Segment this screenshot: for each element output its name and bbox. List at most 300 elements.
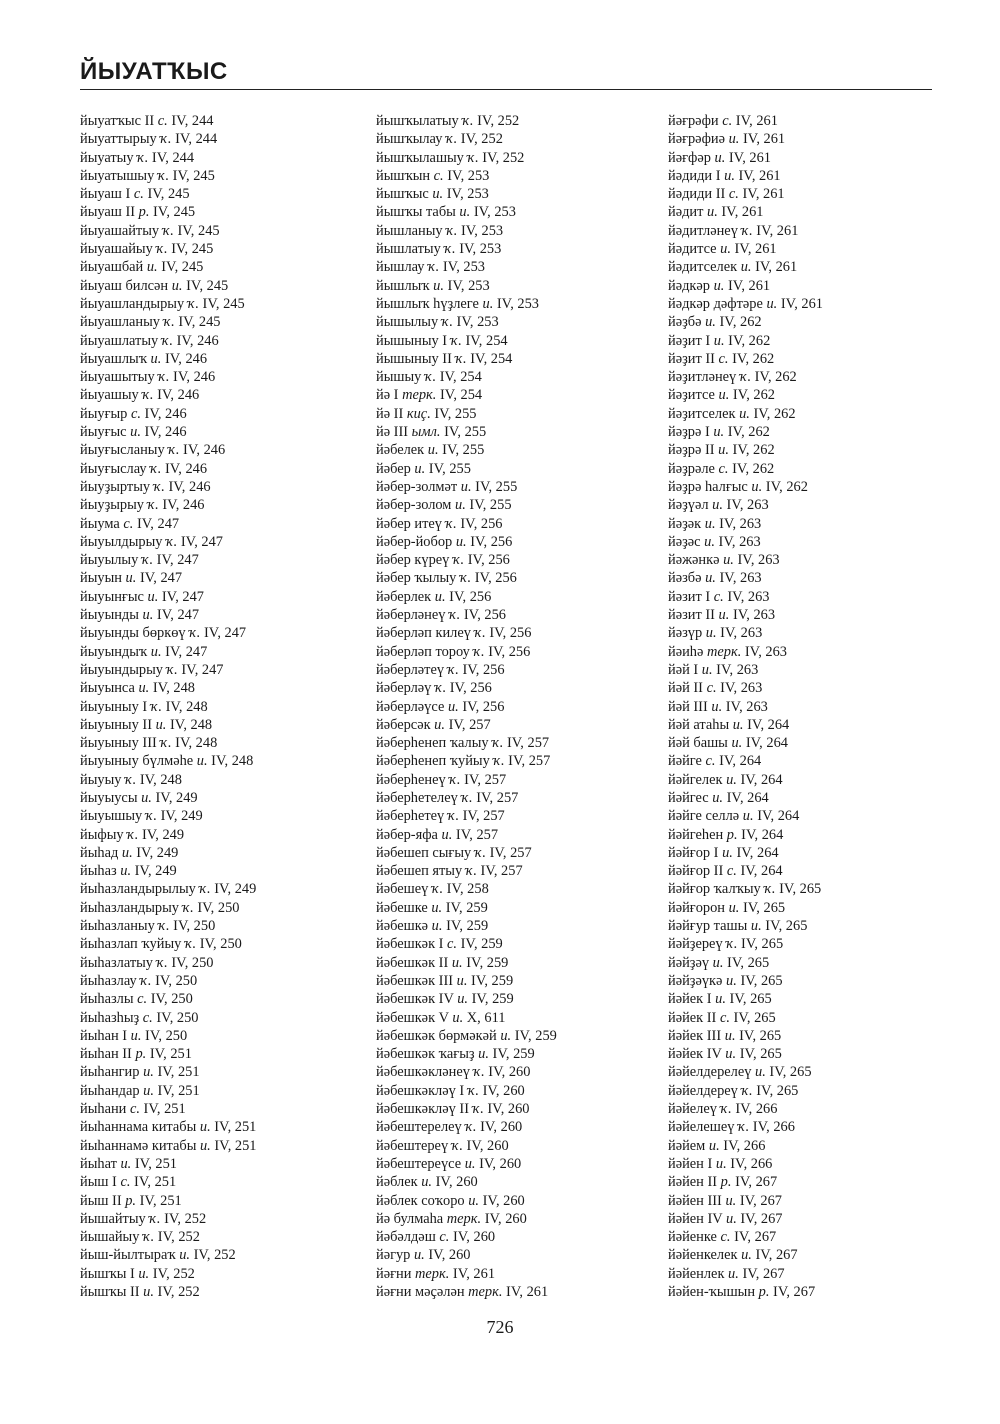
volume-page-reference: IV, 265 bbox=[761, 918, 808, 935]
headword: йышлыҡ һүҙлеге bbox=[376, 295, 483, 312]
volume-page-reference: IV, 245 bbox=[173, 222, 220, 239]
part-of-speech: и. bbox=[708, 1137, 720, 1154]
dictionary-entry bbox=[668, 624, 823, 642]
dictionary-entry bbox=[376, 240, 557, 258]
headword: йәбешкәк ҡағыҙ bbox=[376, 1046, 479, 1063]
headword: йыуаш II bbox=[80, 204, 139, 221]
volume-page-reference: IV, 261 bbox=[502, 1284, 549, 1300]
part-of-speech: и. bbox=[718, 607, 730, 624]
headword: йәйгелек bbox=[668, 771, 727, 788]
volume-page-reference: IV, 248 bbox=[136, 771, 182, 788]
headword: йәдкәр bbox=[668, 277, 714, 294]
volume-page-reference: IV, 252 bbox=[153, 1284, 200, 1300]
part-of-speech: с. bbox=[718, 460, 729, 477]
volume-page-reference: IV, 248 bbox=[161, 698, 208, 715]
part-of-speech: и. bbox=[704, 515, 716, 532]
part-of-speech: ҡ. bbox=[142, 387, 154, 404]
dictionary-entry bbox=[668, 771, 823, 789]
headword: йәбелек bbox=[376, 442, 428, 459]
part-of-speech: р. bbox=[720, 1174, 732, 1191]
volume-page-reference: IV, 260 bbox=[476, 1119, 523, 1136]
volume-page-reference: IV, 256 bbox=[484, 643, 531, 660]
volume-page-reference: IV, 253 bbox=[443, 167, 490, 184]
headword: йәйелешеү bbox=[668, 1119, 739, 1136]
headword: йыуатышыу bbox=[80, 167, 158, 184]
volume-page-reference: IV, 253 bbox=[493, 295, 540, 312]
part-of-speech: ҡ. bbox=[153, 478, 165, 495]
part-of-speech: ымл. bbox=[411, 424, 441, 441]
headword: йә I bbox=[376, 387, 403, 404]
part-of-speech: ҡ. bbox=[424, 369, 437, 386]
headword: йәбешеү bbox=[376, 881, 432, 898]
headword: йыуашбай bbox=[80, 259, 147, 276]
volume-page-reference: IV, 262 bbox=[762, 478, 808, 495]
part-of-speech: ҡ. bbox=[199, 881, 211, 898]
headword: йәберләп тороу bbox=[376, 643, 474, 660]
part-of-speech: ҡ. bbox=[465, 1119, 477, 1136]
headword: йышҡылатыу bbox=[376, 113, 463, 129]
part-of-speech: р. bbox=[125, 1192, 137, 1209]
headword: йәблек соҡоро bbox=[376, 1192, 469, 1209]
dictionary-entry bbox=[376, 203, 557, 221]
headword: йыуынды bbox=[80, 607, 143, 624]
part-of-speech: ҡ. bbox=[473, 1064, 485, 1081]
part-of-speech: и. bbox=[705, 570, 716, 587]
headword: йәйгес bbox=[668, 789, 713, 806]
part-of-speech: и. bbox=[431, 918, 443, 935]
dictionary-entry bbox=[376, 350, 557, 368]
part-of-speech: ҡ. bbox=[163, 314, 175, 331]
dictionary-entry bbox=[376, 423, 557, 441]
part-of-speech: с. bbox=[130, 405, 141, 422]
part-of-speech: и. bbox=[478, 1046, 489, 1063]
headword: йәйен III bbox=[668, 1192, 726, 1209]
headword: йыуашлатыу bbox=[80, 332, 162, 349]
volume-page-reference: IV, 261 bbox=[739, 131, 786, 148]
volume-page-reference: IV, 251 bbox=[153, 1082, 200, 1099]
volume-page-reference: IV, 246 bbox=[161, 350, 208, 367]
volume-page-reference: IV, 245 bbox=[174, 314, 221, 331]
headword: йышайтыу bbox=[80, 1210, 150, 1227]
part-of-speech: терк. bbox=[415, 1265, 450, 1282]
volume-page-reference: IV, 260 bbox=[484, 1064, 531, 1081]
part-of-speech: и. bbox=[724, 1027, 736, 1044]
dictionary-entry bbox=[376, 386, 557, 404]
dictionary-entry bbox=[668, 734, 823, 752]
dictionary-entry bbox=[80, 606, 256, 624]
dictionary-entry bbox=[80, 771, 256, 789]
volume-page-reference: IV, 260 bbox=[432, 1174, 478, 1191]
part-of-speech: и. bbox=[713, 332, 725, 349]
headword: йыуыныу I bbox=[80, 698, 151, 715]
headword: йыһазландырыу bbox=[80, 899, 183, 916]
volume-page-reference: IV, 264 bbox=[715, 753, 762, 770]
volume-page-reference: IV, 266 bbox=[726, 1155, 773, 1172]
dictionary-entry bbox=[668, 935, 823, 953]
dictionary-entry bbox=[80, 972, 256, 990]
dictionary-entry bbox=[80, 203, 256, 221]
headword: йыуышыу bbox=[80, 808, 146, 825]
volume-page-reference: IV, 249 bbox=[132, 844, 179, 861]
volume-page-reference: IV, 263 bbox=[722, 497, 769, 514]
part-of-speech: ҡ. bbox=[455, 350, 467, 367]
dictionary-entry bbox=[376, 661, 557, 679]
volume-page-reference: IV, 253 bbox=[443, 186, 489, 203]
headword: йәҙәк bbox=[668, 515, 705, 532]
volume-page-reference: IV, 251 bbox=[210, 1119, 257, 1136]
part-of-speech: и. bbox=[766, 295, 778, 312]
dictionary-entry bbox=[80, 734, 256, 752]
headword: йәбештерелеү bbox=[376, 1119, 466, 1136]
part-of-speech: с. bbox=[433, 167, 444, 184]
headword: йыһад bbox=[80, 844, 122, 861]
volume-page-reference: IV, 249 bbox=[210, 881, 257, 898]
part-of-speech: и. bbox=[138, 1265, 150, 1282]
dictionary-entry bbox=[376, 1228, 557, 1246]
volume-page-reference: IV, 256 bbox=[466, 533, 513, 550]
volume-page-reference: IV, 256 bbox=[456, 515, 503, 532]
dictionary-entry bbox=[376, 862, 557, 880]
headword: йыуашландырыу bbox=[80, 295, 188, 312]
part-of-speech: ҡ. bbox=[158, 918, 170, 935]
headword: йыуғыслау bbox=[80, 460, 151, 477]
headword: йәйге селлә bbox=[668, 808, 743, 825]
part-of-speech: ҡ. bbox=[459, 570, 472, 587]
part-of-speech: ҡ. bbox=[160, 735, 172, 752]
dictionary-entry bbox=[376, 295, 557, 313]
dictionary-entry bbox=[80, 624, 256, 642]
volume-page-reference: IV, 256 bbox=[460, 607, 506, 624]
headword: йәбер ҡылыу bbox=[376, 570, 460, 587]
dictionary-entry bbox=[668, 844, 823, 862]
headword: йәйек I bbox=[668, 991, 716, 1008]
dictionary-entry bbox=[668, 240, 823, 258]
dictionary-entry bbox=[668, 643, 823, 661]
part-of-speech: ҡ. bbox=[161, 332, 173, 349]
dictionary-entry bbox=[80, 423, 256, 441]
dictionary-entry bbox=[376, 844, 557, 862]
headword: йыуаш билсән bbox=[80, 277, 172, 294]
dictionary-entry bbox=[668, 899, 823, 917]
volume-page-reference: IV, 264 bbox=[732, 844, 779, 861]
volume-page-reference: IV, 255 bbox=[465, 497, 512, 514]
dictionary-entry bbox=[80, 258, 256, 276]
volume-page-reference: IV, 249 bbox=[156, 808, 203, 825]
dictionary-entry bbox=[80, 149, 256, 167]
part-of-speech: ҡ. bbox=[467, 149, 479, 166]
headword: йыуатҡыс II bbox=[80, 113, 158, 129]
part-of-speech: и. bbox=[456, 972, 468, 989]
headword: йәҙитләнеү bbox=[668, 369, 740, 386]
headword: йәйенлек bbox=[668, 1265, 729, 1282]
volume-page-reference: IV, 261 bbox=[717, 204, 764, 221]
volume-page-reference: IV, 259 bbox=[462, 954, 509, 971]
volume-page-reference: IV, 267 bbox=[769, 1284, 816, 1300]
part-of-speech: ҡ. bbox=[472, 1101, 484, 1118]
dictionary-entry bbox=[80, 1082, 256, 1100]
dictionary-entry bbox=[80, 698, 256, 716]
volume-page-reference: IV, 247 bbox=[200, 625, 247, 642]
volume-page-reference: IV, 247 bbox=[161, 643, 208, 660]
headword: йәҙит II bbox=[668, 350, 719, 367]
headword: йәзит II bbox=[668, 607, 719, 624]
volume-page-reference: IV, 246 bbox=[179, 442, 226, 459]
part-of-speech: и. bbox=[712, 954, 724, 971]
headword: йыуашыу bbox=[80, 387, 143, 404]
headword: йәбешкәкләнеү bbox=[376, 1064, 474, 1081]
dictionary-entry bbox=[80, 240, 256, 258]
part-of-speech: и. bbox=[750, 918, 762, 935]
part-of-speech: ҡ. bbox=[149, 1210, 161, 1227]
dictionary-entry bbox=[668, 313, 823, 331]
headword: йыһани bbox=[80, 1101, 130, 1118]
headword: йәберһенеү bbox=[376, 771, 450, 788]
dictionary-entry bbox=[668, 1246, 823, 1264]
part-of-speech: с. bbox=[713, 588, 724, 605]
dictionary-entry bbox=[376, 441, 557, 459]
volume-page-reference: IV, 254 bbox=[461, 332, 508, 349]
dictionary-entry bbox=[376, 460, 557, 478]
part-of-speech: и. bbox=[138, 680, 150, 697]
volume-page-reference: IV, 259 bbox=[467, 991, 514, 1008]
headword: йәйелдереү bbox=[668, 1082, 742, 1099]
headword: йәбер-яфа bbox=[376, 826, 442, 843]
volume-page-reference: IV, 257 bbox=[485, 844, 532, 861]
part-of-speech: ҡ. bbox=[182, 899, 194, 916]
dictionary-entry bbox=[80, 295, 256, 313]
part-of-speech: и. bbox=[742, 808, 754, 825]
headword: йәбәлдәш bbox=[376, 1229, 440, 1246]
dictionary-entry bbox=[376, 496, 557, 514]
part-of-speech: р. bbox=[726, 826, 738, 843]
dictionary-entry bbox=[376, 405, 557, 423]
part-of-speech: и. bbox=[142, 607, 154, 624]
dictionary-entry bbox=[80, 844, 256, 862]
part-of-speech: ҡ. bbox=[166, 661, 178, 678]
headword: йәғни bbox=[376, 1265, 415, 1282]
volume-page-reference: IV, 260 bbox=[483, 1101, 530, 1118]
dictionary-entry bbox=[80, 1265, 256, 1283]
part-of-speech: с. bbox=[720, 1229, 731, 1246]
part-of-speech: и. bbox=[720, 241, 731, 258]
dictionary-entry bbox=[668, 185, 823, 203]
dictionary-entry bbox=[80, 222, 256, 240]
volume-page-reference: IV, 246 bbox=[161, 460, 208, 477]
part-of-speech: с. bbox=[120, 1174, 131, 1191]
dictionary-entry bbox=[668, 277, 823, 295]
part-of-speech: ҡ. bbox=[462, 113, 474, 129]
headword: йәбер-золом bbox=[376, 497, 456, 514]
part-of-speech: и. bbox=[732, 716, 744, 733]
volume-page-reference: IV, 254 bbox=[436, 387, 483, 404]
volume-page-reference: IV, 257 bbox=[460, 771, 507, 788]
part-of-speech: ҡ. bbox=[150, 460, 162, 477]
part-of-speech: с. bbox=[726, 863, 737, 880]
dictionary-entry bbox=[376, 752, 557, 770]
volume-page-reference: IV, 261 bbox=[738, 186, 785, 203]
headword: йышлатыу bbox=[376, 241, 445, 258]
volume-page-reference: IV, 266 bbox=[749, 1119, 795, 1136]
page-number: 726 bbox=[486, 1317, 514, 1337]
part-of-speech: и. bbox=[120, 863, 132, 880]
dictionary-entry bbox=[80, 1118, 256, 1136]
part-of-speech: и. bbox=[199, 1119, 211, 1136]
part-of-speech: ҡ. bbox=[738, 1119, 750, 1136]
dictionary-entry bbox=[668, 551, 823, 569]
headword: йыһаз bbox=[80, 863, 121, 880]
part-of-speech: ҡ. bbox=[467, 1082, 479, 1099]
part-of-speech: с. bbox=[129, 1101, 140, 1118]
part-of-speech: ҡ. bbox=[474, 844, 486, 861]
volume-page-reference: IV, 265 bbox=[736, 1046, 782, 1063]
dictionary-entry bbox=[668, 679, 823, 697]
dictionary-entry bbox=[80, 954, 256, 972]
volume-page-reference: IV, 265 bbox=[739, 899, 786, 916]
part-of-speech: и. bbox=[740, 259, 752, 276]
dictionary-entry bbox=[668, 496, 823, 514]
volume-page-reference: IV, 267 bbox=[736, 1210, 783, 1227]
volume-page-reference: IV, 251 bbox=[136, 1192, 182, 1209]
dictionary-entry bbox=[376, 1082, 557, 1100]
headword: йәғфәр bbox=[668, 149, 715, 166]
volume-page-reference: IV, 249 bbox=[131, 863, 177, 880]
headword: йәйғор II bbox=[668, 863, 727, 880]
volume-page-reference: IV, 250 bbox=[167, 954, 214, 971]
headword: йыуынды бөркөү bbox=[80, 625, 190, 642]
headword: йәҙрә I bbox=[668, 424, 714, 441]
volume-page-reference: IV, 260 bbox=[449, 1229, 496, 1246]
part-of-speech: и. bbox=[714, 149, 726, 166]
volume-page-reference: IV, 263 bbox=[715, 570, 762, 587]
volume-page-reference: IV, 246 bbox=[172, 332, 219, 349]
dictionary-entry bbox=[668, 222, 823, 240]
headword: йәйек III bbox=[668, 1027, 725, 1044]
headword: йыуашытыу bbox=[80, 369, 159, 386]
part-of-speech: с. bbox=[123, 515, 134, 532]
volume-page-reference: IV, 245 bbox=[143, 186, 190, 203]
volume-page-reference: IV, 249 bbox=[138, 826, 185, 843]
dictionary-entry bbox=[80, 826, 256, 844]
volume-page-reference: IV, 260 bbox=[479, 1192, 525, 1209]
part-of-speech: ҡ. bbox=[145, 808, 157, 825]
dictionary-entry bbox=[376, 1045, 557, 1063]
volume-page-reference: IV, 245 bbox=[182, 277, 229, 294]
volume-page-reference: IV, 247 bbox=[133, 515, 180, 532]
volume-page-reference: IV, 251 bbox=[130, 1174, 177, 1191]
dictionary-entry bbox=[376, 1100, 557, 1118]
volume-page-reference: IV, 260 bbox=[462, 1137, 509, 1154]
volume-page-reference: IV, 245 bbox=[169, 167, 215, 184]
headword: йәбешке bbox=[376, 899, 432, 916]
headword: йәберһенеп ҡалыу bbox=[376, 735, 493, 752]
dictionary-entry bbox=[668, 789, 823, 807]
volume-page-reference: IV, 250 bbox=[147, 991, 193, 1008]
headword: йәберләүсе bbox=[376, 698, 448, 715]
headword: йәдитсе bbox=[668, 241, 721, 258]
part-of-speech: ҡ. bbox=[158, 369, 170, 386]
headword: йәбер-йобор bbox=[376, 533, 456, 550]
volume-page-reference: IV, 247 bbox=[153, 607, 200, 624]
part-of-speech: ҡ. bbox=[741, 222, 753, 239]
dictionary-entry bbox=[668, 515, 823, 533]
dictionary-entry bbox=[80, 386, 256, 404]
part-of-speech: и. bbox=[715, 1155, 727, 1172]
headword: йыһазлап ҡуйыу bbox=[80, 936, 185, 953]
headword: йәдиди II bbox=[668, 186, 729, 203]
headword: йәйенке bbox=[668, 1229, 721, 1246]
part-of-speech: и. bbox=[713, 424, 725, 441]
volume-page-reference: IV, 250 bbox=[196, 936, 242, 953]
dictionary-entry bbox=[668, 478, 823, 496]
volume-page-reference: IV, 251 bbox=[153, 1064, 200, 1081]
volume-page-reference: IV, 248 bbox=[166, 716, 213, 733]
dictionary-entry bbox=[668, 533, 823, 551]
headword: йәбешкәк V bbox=[376, 1009, 453, 1026]
dictionary-entry bbox=[668, 1173, 823, 1191]
part-of-speech: ҡ. bbox=[137, 149, 149, 166]
dictionary-entry bbox=[376, 130, 557, 148]
volume-page-reference: IV, 247 bbox=[136, 570, 183, 587]
dictionary-entry bbox=[80, 1155, 256, 1173]
dictionary-entry bbox=[80, 1192, 256, 1210]
headword: йәдит bbox=[668, 204, 707, 221]
part-of-speech: ҡ. bbox=[450, 332, 462, 349]
part-of-speech: и. bbox=[723, 552, 734, 569]
running-head-title: ЙЫУАТҠЫС bbox=[80, 58, 228, 85]
part-of-speech: и. bbox=[146, 259, 158, 276]
part-of-speech: и. bbox=[427, 442, 439, 459]
headword: йышҡылау bbox=[376, 131, 446, 148]
part-of-speech: и. bbox=[120, 1155, 132, 1172]
headword: йәбер bbox=[376, 460, 415, 477]
headword: йәйенкелек bbox=[668, 1247, 742, 1264]
part-of-speech: с. bbox=[705, 753, 716, 770]
volume-page-reference: IV, 253 bbox=[455, 241, 502, 258]
part-of-speech: ҡ. bbox=[187, 295, 199, 312]
volume-page-reference: IV, 245 bbox=[167, 241, 214, 258]
dictionary-entry bbox=[80, 661, 256, 679]
part-of-speech: и. bbox=[179, 1247, 190, 1264]
volume-page-reference: IV, 263 bbox=[741, 643, 788, 660]
dictionary-entry bbox=[80, 332, 256, 350]
part-of-speech: и. bbox=[725, 1046, 737, 1063]
part-of-speech: и. bbox=[712, 789, 724, 806]
part-of-speech: и. bbox=[143, 1064, 154, 1081]
volume-page-reference: IV, 246 bbox=[153, 387, 200, 404]
headword: йыһаннамә китабы bbox=[80, 1137, 200, 1154]
headword: йәбер күреү bbox=[376, 552, 453, 569]
headword: йәғрәфи bbox=[668, 113, 723, 129]
volume-page-reference: IV, 267 bbox=[731, 1174, 778, 1191]
headword: йәбешкәк I bbox=[376, 936, 448, 953]
entries-column-2 bbox=[376, 112, 557, 1301]
headword: йыуылыу bbox=[80, 552, 142, 569]
volume-page-reference: IV, 263 bbox=[714, 533, 761, 550]
headword: йыһазланыу bbox=[80, 918, 159, 935]
part-of-speech: ҡ. bbox=[184, 936, 197, 953]
dictionary-entry bbox=[376, 533, 557, 551]
volume-page-reference: IV, 265 bbox=[725, 991, 772, 1008]
volume-page-reference: IV, 262 bbox=[728, 350, 775, 367]
part-of-speech: и. bbox=[718, 442, 729, 459]
dictionary-entry bbox=[80, 880, 256, 898]
dictionary-entry bbox=[376, 1027, 557, 1045]
headword: йыһазландырылыу bbox=[80, 881, 200, 898]
part-of-speech: и. bbox=[457, 991, 468, 1008]
volume-page-reference: IV, 265 bbox=[736, 972, 783, 989]
headword: йышайыу bbox=[80, 1229, 144, 1246]
headword: йәзит I bbox=[668, 588, 714, 605]
